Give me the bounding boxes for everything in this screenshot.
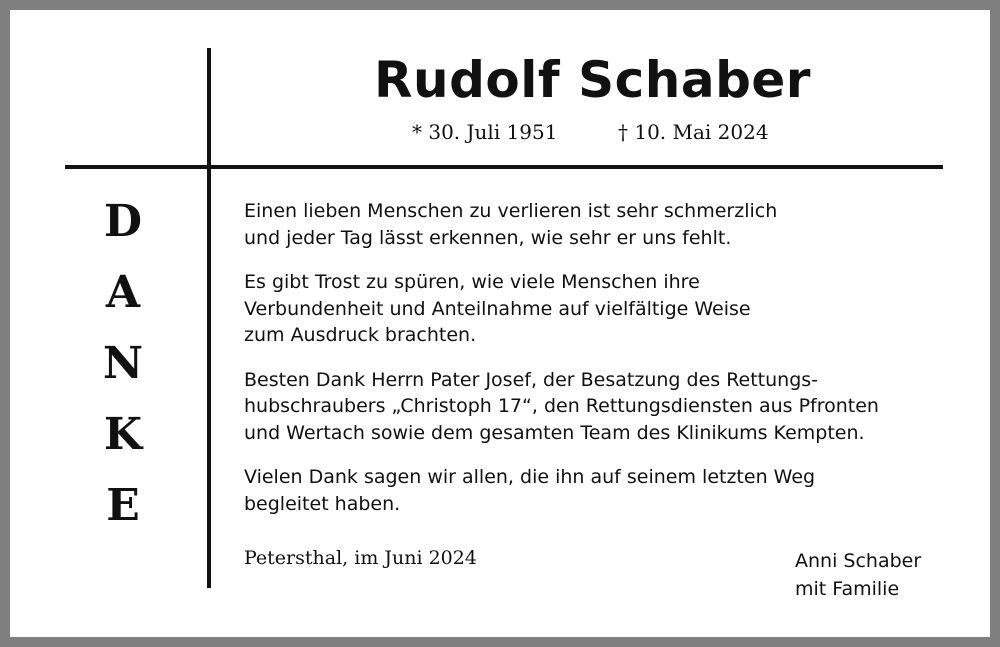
- danke-letter: A: [105, 267, 141, 318]
- danke-letter: D: [103, 196, 143, 247]
- paragraph: Einen lieben Menschen zu verlieren ist sehr schmerzlich und jeder Tag lässt erkennen, wie sehr er uns fehlt.: [244, 200, 778, 249]
- danke-vertical-word: [88, 192, 158, 547]
- signature: [795, 547, 921, 603]
- danke-letter: N: [102, 338, 144, 389]
- danke-letter: E: [106, 480, 140, 531]
- place-and-date: Petersthal, im Juni 2024: [244, 547, 477, 569]
- birth-date: * 30. Juli 1951: [412, 120, 558, 144]
- signature-name: Anni Schaber: [795, 550, 922, 572]
- paragraph: Es gibt Trost zu spüren, wie viele Menschen ihre Verbundenheit und Anteilnahme auf vielfältige Weise zum Ausdruck brachten.: [244, 271, 751, 346]
- paragraph: Besten Dank Herrn Pater Josef, der Besatzung des Rettungs- hubschraubers „Christoph 17“, den Rettungsdiensten aus Pfronten und Wertach sowie dem gesamten Team des Klinikums Kempten.: [244, 368, 879, 444]
- cross-horizontal-bar: [65, 165, 943, 169]
- danke-letter: K: [103, 409, 143, 460]
- signature-family: mit Familie: [795, 578, 900, 600]
- death-date: † 10. Mai 2024: [618, 120, 769, 144]
- deceased-name: Rudolf Schaber: [374, 51, 811, 109]
- life-dates: [0, 120, 1000, 150]
- paragraph: Vielen Dank sagen wir allen, die ihn auf seinem letzten Weg begleitet haben.: [244, 466, 816, 515]
- thank-you-text: [244, 198, 964, 535]
